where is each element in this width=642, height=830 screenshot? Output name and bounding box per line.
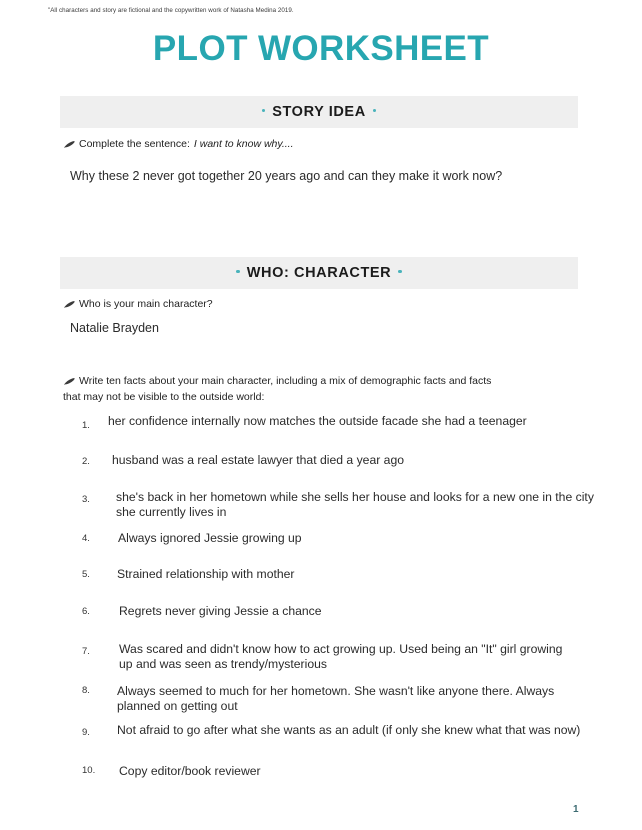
list-item-text[interactable]: Regrets never giving Jessie a chance	[119, 604, 322, 618]
list-item[interactable]	[82, 414, 602, 453]
list-item[interactable]	[82, 764, 602, 794]
section-header-who-character	[60, 257, 578, 289]
prompt-lead-text: Who is your main character?	[79, 298, 213, 310]
section-heading-label: STORY IDEA	[272, 104, 366, 120]
list-item[interactable]	[82, 453, 602, 490]
list-item-number: 5.	[82, 569, 90, 580]
list-item-number: 7.	[82, 646, 90, 657]
list-item-text[interactable]: she's back in her hometown while she sells her house and looks for a new one in the city she currently lives in	[116, 490, 594, 519]
list-item-number: 9.	[82, 727, 90, 738]
prompt-italic-text: I want to know why....	[193, 138, 294, 150]
facts-prompt-line2: that may not be visible to the outside world:	[63, 391, 265, 404]
section-heading-label: WHO: CHARACTER	[246, 265, 392, 281]
list-item[interactable]	[82, 642, 602, 684]
list-item-number: 3.	[82, 494, 90, 505]
page-number: 1	[573, 804, 579, 815]
answer-main-character[interactable]: Natalie Brayden	[70, 321, 159, 335]
list-item-text[interactable]: Always seemed to much for her hometown. She wasn't like anyone there. Always planned on getting out	[117, 684, 555, 713]
list-item[interactable]	[82, 684, 602, 723]
list-item-text[interactable]: her confidence internally now matches the outside facade she had a teenager	[108, 414, 527, 428]
dot-decoration-right-icon	[398, 270, 402, 274]
section-header-story-idea	[60, 96, 578, 128]
list-item-number: 1.	[82, 420, 90, 431]
prompt-main-character	[64, 297, 213, 313]
pen-icon	[64, 138, 75, 153]
list-item-text[interactable]: husband was a real estate lawyer that died a year ago	[112, 453, 405, 467]
list-item-text[interactable]: Was scared and didn't know how to act growing up. Used being an "It" girl growing up and was seen as trendy/mysterious	[119, 642, 563, 671]
prompt-ten-facts	[64, 374, 584, 405]
facts-prompt-line1: Write ten facts about your main character, including a mix of demographic facts and facts	[79, 375, 492, 387]
copyright-disclaimer: "All characters and story are fictional and the copywritten work of Natasha Medina 2019.	[48, 7, 294, 14]
list-item-number: 4.	[82, 533, 90, 544]
list-item-text[interactable]: Always ignored Jessie growing up	[118, 531, 302, 545]
list-item-number: 10.	[82, 765, 96, 776]
list-item-text[interactable]: Strained relationship with mother	[117, 567, 295, 581]
list-item[interactable]	[82, 604, 602, 642]
pen-icon	[64, 375, 75, 390]
list-item[interactable]	[82, 567, 602, 604]
list-item-number: 6.	[82, 606, 90, 617]
list-item-text[interactable]: Copy editor/book reviewer	[119, 764, 261, 778]
list-item-number: 2.	[82, 456, 90, 467]
dot-decoration-left-icon	[236, 270, 240, 274]
list-item[interactable]	[82, 531, 602, 567]
prompt-lead-text: Complete the sentence:	[79, 138, 190, 150]
dot-decoration-right-icon	[373, 109, 377, 113]
list-item-number: 8.	[82, 685, 90, 696]
answer-story-idea[interactable]: Why these 2 never got together 20 years ago and can they make it work now?	[70, 169, 503, 183]
dot-decoration-left-icon	[262, 109, 266, 113]
list-item[interactable]	[82, 490, 602, 531]
page-title: PLOT WORKSHEET	[152, 29, 490, 68]
list-item[interactable]	[82, 723, 602, 764]
facts-list	[82, 414, 602, 794]
pen-icon	[64, 298, 75, 313]
list-item-text[interactable]: Not afraid to go after what she wants as an adult (if only she knew what that was now)	[117, 723, 581, 737]
prompt-story-idea	[64, 137, 294, 153]
